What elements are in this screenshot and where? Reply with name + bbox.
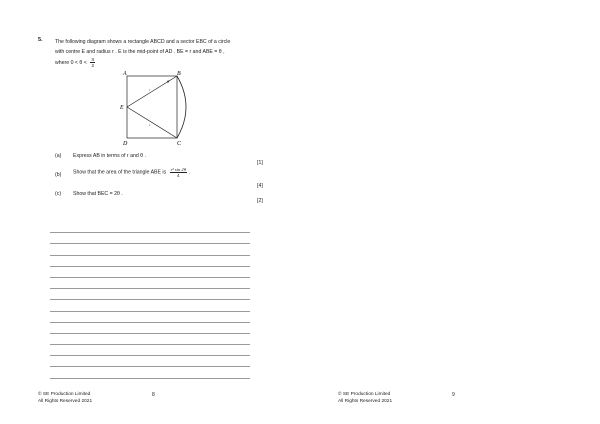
label-r-top: r (149, 88, 151, 92)
rectangle-sector-diagram (115, 70, 195, 150)
answer-line[interactable] (50, 233, 250, 244)
question-text (55, 37, 285, 68)
answer-line[interactable] (50, 256, 250, 267)
pi-over-two-fraction (90, 57, 95, 68)
question-line-3: where 0 < θ < (55, 59, 87, 66)
segment-ec (127, 107, 177, 138)
label-theta: θ (167, 79, 170, 84)
fraction-denominator: 2 (91, 63, 95, 68)
part-b-suffix: . (188, 169, 190, 176)
part-c-text: Show that BEC = 2θ . (73, 191, 123, 197)
part-b-label: (b) (55, 172, 62, 178)
right-footer-copyright: © SE Production Limited (338, 392, 391, 397)
segment-eb (127, 76, 177, 107)
answer-line[interactable] (50, 278, 250, 289)
part-a-text: Express AB in terms of r and θ . (73, 153, 146, 159)
right-page-number: 9 (452, 392, 455, 398)
answer-lines-left[interactable] (50, 222, 250, 379)
area-fraction-numerator: r² sin 2θ (170, 167, 186, 172)
part-a-label: (a) (55, 153, 62, 159)
right-footer (338, 392, 392, 405)
fraction-numerator: π (91, 57, 95, 62)
label-b: B (177, 71, 181, 77)
answer-line[interactable] (50, 244, 250, 255)
answer-line[interactable] (50, 334, 250, 345)
left-footer-copyright: © SE Production Limited (38, 392, 91, 397)
answer-line[interactable] (50, 267, 250, 278)
rectangle-abcd (127, 76, 177, 138)
label-d: D (123, 141, 128, 147)
question-line-2: with centre E and radius r . E is the mid-point of AD . BE = r and ABE = θ , (55, 49, 225, 55)
sector-arc-bc (177, 76, 186, 138)
part-a-marks: [1] (257, 160, 263, 166)
left-footer (38, 392, 92, 405)
left-footer-rights: All Rights Reserved 2021 (38, 398, 93, 404)
part-b-marks: [4] (257, 183, 263, 189)
left-page-number: 8 (152, 392, 155, 398)
answer-line[interactable] (50, 289, 250, 300)
part-b-text (73, 167, 190, 178)
answer-line[interactable] (50, 300, 250, 311)
answer-line[interactable] (50, 345, 250, 356)
right-page (300, 0, 600, 424)
right-footer-rights: All Rights Reserved 2021 (338, 398, 393, 404)
question-line-1: The following diagram shows a rectangle ABCD and a sector EBC of a circle (55, 39, 231, 45)
label-r-bottom: r (149, 123, 151, 127)
part-b-text-main: Show that the area of the triangle ABE is (73, 169, 167, 176)
answer-line[interactable] (50, 222, 250, 233)
label-e: E (120, 105, 124, 111)
part-c-marks: [2] (257, 198, 263, 204)
label-a: A (123, 71, 127, 77)
label-c: C (177, 141, 182, 147)
answer-line[interactable] (50, 356, 250, 367)
answer-line[interactable] (50, 323, 250, 334)
area-fraction-denominator: 4 (177, 173, 180, 178)
answer-line[interactable] (50, 367, 250, 378)
question-number: 5. (38, 37, 43, 43)
area-fraction (170, 167, 190, 178)
part-c-label: (c) (55, 191, 62, 197)
answer-line[interactable] (50, 312, 250, 323)
